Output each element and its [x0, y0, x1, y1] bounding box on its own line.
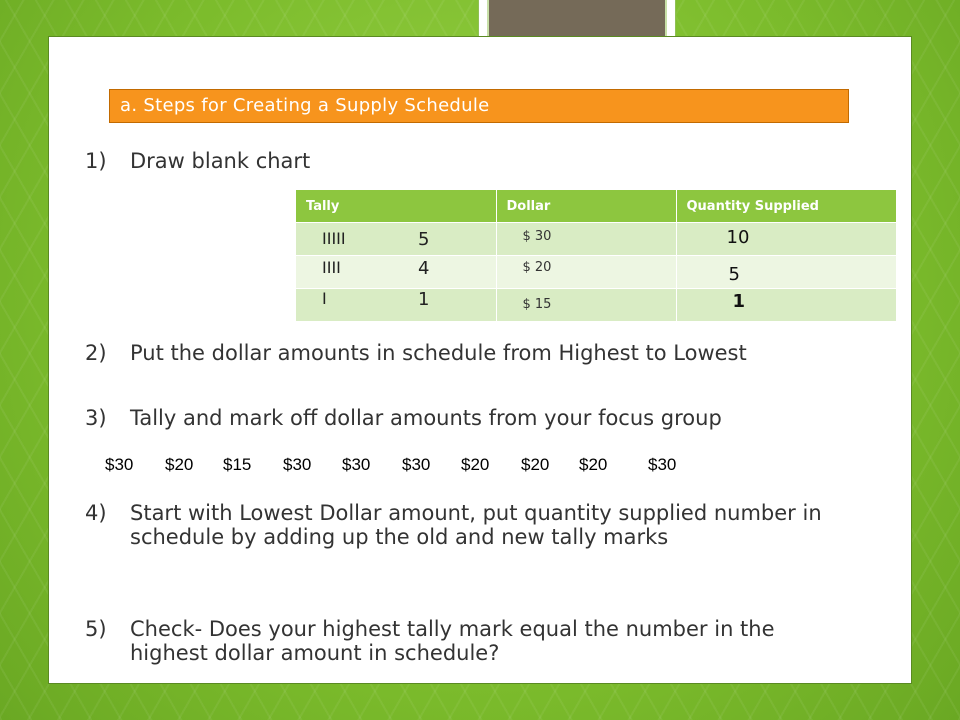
step-number: 2) — [85, 341, 107, 365]
tally-cell — [296, 256, 496, 289]
section-heading: a. Steps for Creating a Supply Schedule — [109, 89, 849, 123]
column-header-tally: Tally — [296, 190, 496, 223]
focus-amount: $20 — [579, 455, 608, 474]
table-row — [296, 256, 896, 289]
tally-marks: I — [322, 289, 327, 308]
tally-count: 5 — [418, 229, 430, 250]
step-text: Draw blank chart — [130, 149, 311, 173]
dollar-cell — [496, 256, 676, 289]
quantity-value: 5 — [728, 264, 740, 285]
tally-cell — [296, 223, 496, 256]
focus-amount: $20 — [461, 455, 490, 474]
focus-amount: $20 — [521, 455, 550, 474]
quantity-value: 10 — [726, 227, 750, 248]
column-header-quantity: Quantity Supplied — [676, 190, 896, 223]
quantity-value: 1 — [732, 291, 746, 312]
tally-count: 4 — [418, 258, 430, 279]
focus-amount: $30 — [283, 455, 312, 474]
dollar-value: $ 15 — [522, 297, 552, 312]
focus-amount: $20 — [165, 455, 194, 474]
step-number: 4) — [85, 501, 107, 525]
focus-amount: $30 — [342, 455, 371, 474]
quantity-cell — [676, 256, 896, 289]
step-number: 1) — [85, 149, 107, 173]
dollar-value: $ 20 — [522, 260, 552, 275]
quantity-cell — [676, 223, 896, 256]
column-header-dollar: Dollar — [496, 190, 676, 223]
dollar-value: $ 30 — [522, 229, 552, 244]
tally-marks: IIII — [322, 258, 341, 277]
tally-marks: IIIII — [322, 229, 346, 248]
focus-amount: $30 — [648, 455, 677, 474]
tally-cell — [296, 289, 496, 322]
focus-amount: $30 — [402, 455, 431, 474]
step-number: 5) — [85, 617, 107, 641]
quantity-cell — [676, 289, 896, 322]
table-row — [296, 289, 896, 322]
step-text: Tally and mark off dollar amounts from your focus group — [130, 406, 722, 430]
step-text: Check- Does your highest tally mark equal the number in the highest dollar amount in schedule? — [130, 617, 775, 665]
tally-count: 1 — [418, 289, 430, 310]
step-text: Start with Lowest Dollar amount, put quantity supplied number in schedule by adding up the old and new tally marks — [130, 501, 822, 549]
table-header-row — [296, 190, 896, 223]
focus-amount: $30 — [105, 455, 134, 474]
step-text: Put the dollar amounts in schedule from Highest to Lowest — [130, 341, 747, 365]
table-row — [296, 223, 896, 256]
slide-panel — [48, 36, 912, 684]
dollar-cell — [496, 223, 676, 256]
supply-schedule-table — [296, 190, 897, 321]
focus-amount: $15 — [223, 455, 252, 474]
step-number: 3) — [85, 406, 107, 430]
dollar-cell — [496, 289, 676, 322]
